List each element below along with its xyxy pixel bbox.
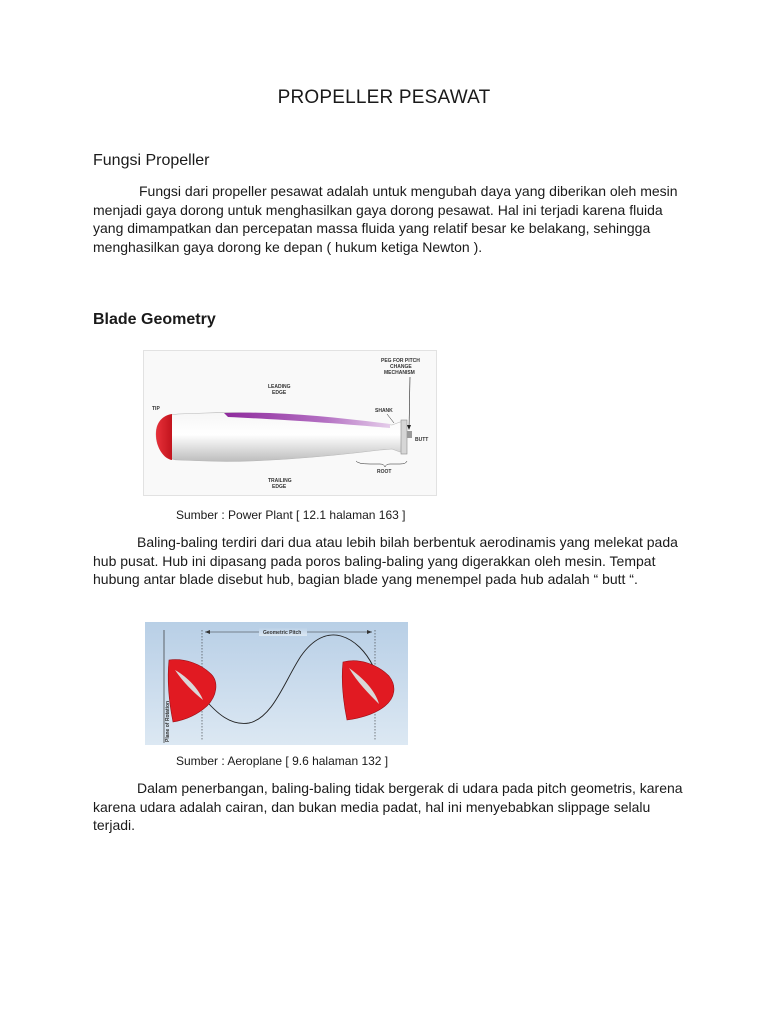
blade-butt (401, 420, 407, 454)
figure1-caption: Sumber : Power Plant [ 12.1 halaman 163 ] (176, 508, 406, 522)
label-peg-2: CHANGE (390, 364, 412, 370)
blade-tip-red (156, 414, 172, 460)
label-geometric-pitch: Geometric Pitch (263, 630, 302, 636)
paragraph-baling-baling: Baling-baling terdiri dari dua atau lebih bilah berbentuk aerodinamis yang melekat pada hub pusat. Hub ini dipasang pada poros baling-baling yang digerakkan oleh mesin. Tempat hubung antar blade disebut hub, bagian blade yang menempel pada hub adalah “ butt “. (93, 534, 678, 587)
paragraph-slippage: Dalam penerbangan, baling-baling tidak bergerak di udara pada pitch geometris, karena karena udara adalah cairan, dan bukan media padat, hal ini menyebabkan slippage selalu terjadi. (93, 780, 683, 833)
label-trailing-edge-1: TRAILING (268, 478, 292, 484)
peg-pointer-line (409, 377, 410, 429)
section-heading-fungsi-propeller: Fungsi Propeller (93, 152, 210, 169)
label-leading-edge-2: EDGE (272, 390, 287, 396)
root-bracket (356, 461, 407, 467)
section-heading-blade-geometry: Blade Geometry (93, 311, 216, 328)
label-peg-3: MECHANISM (384, 370, 415, 376)
blade-geometry-diagram (143, 350, 437, 496)
geometric-pitch-diagram (145, 622, 408, 745)
paragraph-fungsi-propeller: Fungsi dari propeller pesawat adalah untuk mengubah daya yang diberikan oleh mesin menjadi gaya dorong untuk menghasilkan gaya dorong pesawat. Hal ini terjadi karena fluida yang dimampatkan dan percepatan massa fluida yang relatif besar ke belakang, sehingga menghasilkan gaya dorong ke depan ( hukum ketiga Newton ). (93, 183, 678, 255)
label-root: ROOT (377, 469, 392, 475)
label-shank: SHANK (375, 408, 393, 414)
peg-pointer-arrowhead (407, 425, 411, 430)
label-trailing-edge-2: EDGE (272, 484, 287, 490)
label-peg-1: PEG FOR PITCH (381, 358, 420, 364)
figure2-caption: Sumber : Aeroplane [ 9.6 halaman 132 ] (176, 754, 389, 768)
page-title: PROPELLER PESAWAT (277, 87, 491, 108)
label-butt: BUTT (415, 437, 429, 443)
label-leading-edge-1: LEADING (268, 384, 291, 390)
blade-shape (156, 413, 406, 462)
blade-peg (407, 431, 412, 438)
shank-pointer-line (387, 414, 394, 423)
label-tip: TIP (152, 406, 160, 412)
label-plane-of-rotation: Plane of Rotation (165, 700, 171, 742)
